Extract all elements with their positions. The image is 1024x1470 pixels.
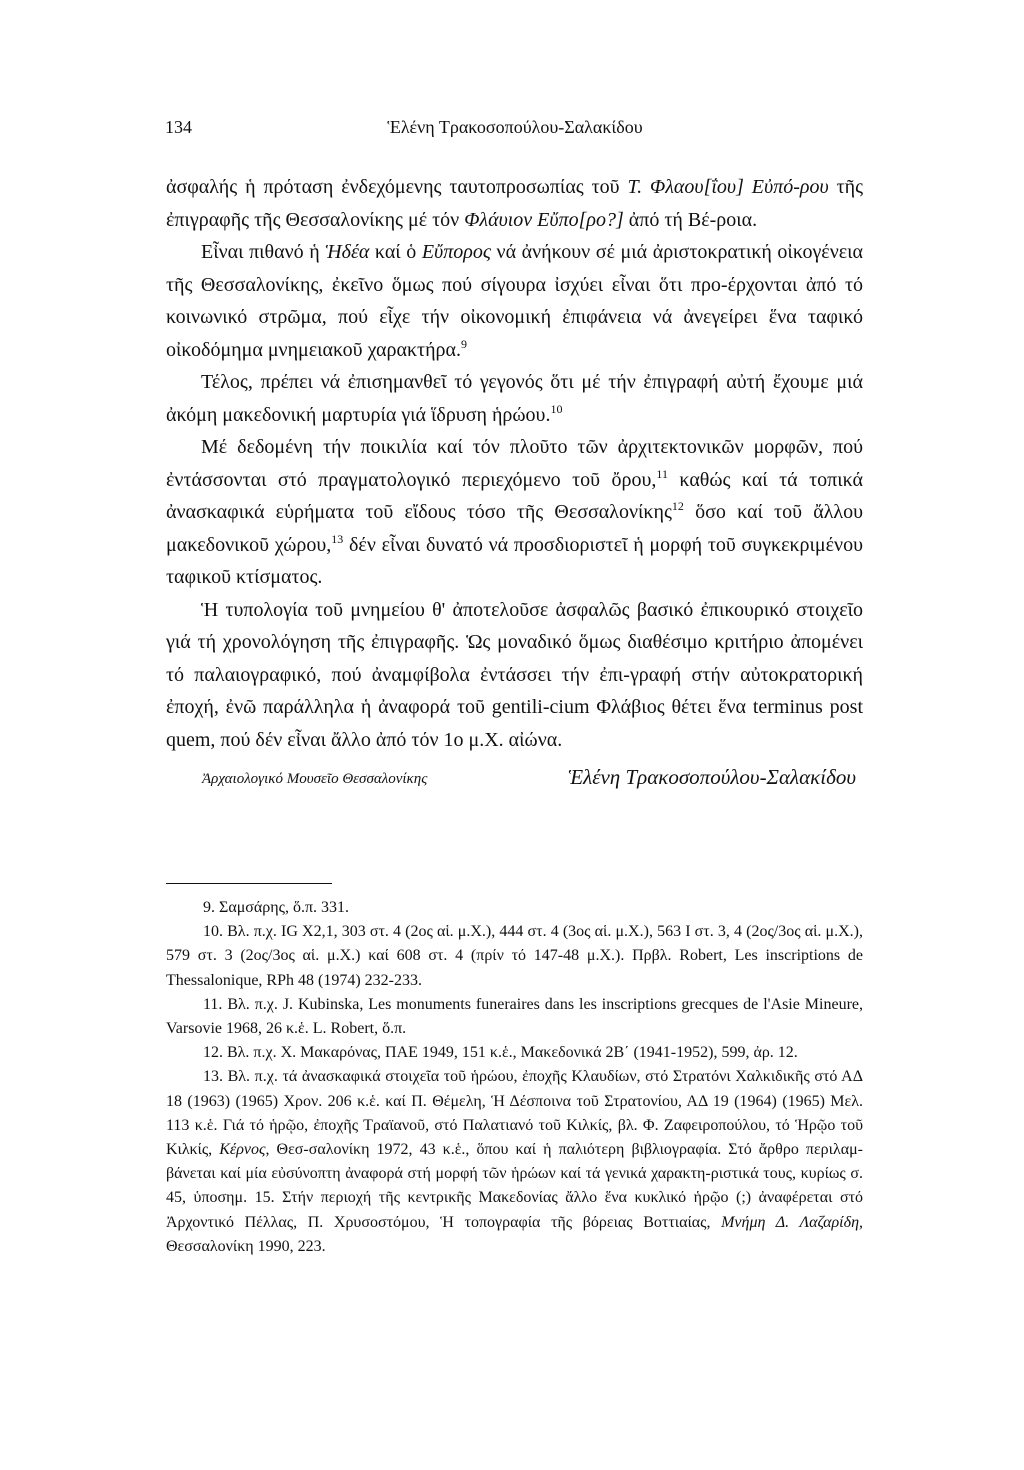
text-run: ὅσο καί τοῦ ἄλλου μακεδονικοῦ χώρου,	[166, 501, 863, 556]
italic-name: Φλάυιον Εὔπο[ρο?]	[464, 208, 624, 231]
footnote: 12. Βλ. π.χ. Χ. Μακαρόνας, ΠΑΕ 1949, 151 κ.ἑ., Μακεδονικά 2Β΄ (1941-1952), 599, ἀρ. 12.	[203, 1044, 798, 1062]
text-run: δέν εἶναι δυνατό νά προσδιοριστεῖ ἡ μορφή τοῦ συγκεκριμένου ταφικοῦ κτίσματος.	[166, 533, 863, 588]
paragraph	[166, 594, 863, 757]
text-run: 13. Βλ. π.χ. τά ἀνασκαφικά στοιχεῖα τοῦ ἡρώου, ἐποχῆς Κλαυδίων, στό Στρατόνι Χαλκιδικῆς στό ΑΔ 18 (1963) (1965) Χρον. 206 κ.ἑ. καί Π. Θέμελη, Ἡ Δέσποινα τοῦ Στρατονίου, ΑΔ 19 (1964) (1965) Μελ. 113 κ.ἑ. Γιά τό ἡρῷο, ἐποχῆς Τραϊανοῦ, στό Παλατιανό τοῦ Κιλκίς, βλ. Φ. Ζαφειροπούλου, τό Ἡρῷο τοῦ Κιλκίς,	[166, 1068, 863, 1159]
text-run: Τέλος, πρέπει νά ἐπισημανθεῖ τό γεγονός ὅτι μέ τήν ἐπιγραφή αὐτή ἔχουμε μιά ἀκόμη μακεδονική μαρτυρία γιά ἵδρυση ἡρώου.	[166, 371, 863, 426]
paragraph	[166, 431, 863, 594]
text-run: Ἡ τυπολογία τοῦ μνημείου θ' ἀποτελοῦσε ἀσφαλῶς βασικό ἐπικουρικό στοιχεῖο γιά τή χρονολόγηση τῆς ἐπιγραφῆς. Ὡς μοναδικό ὅμως διαθέσιμο κριτήριο ἀπομένει τό παλαιογραφικό, πού ἀναμφίβολα ἐντάσσει τήν ἐπι-γραφή στήν αὐτοκρατορική ἐποχή, ἐνῶ παράλληλα ἡ ἀναφορά τοῦ gentili-cium Φλάβιος θέτει ἕνα terminus post quem, πού δέν εἶναι ἄλλο ἀπό τόν 1ο μ.Χ. αἰώνα.	[166, 598, 863, 751]
footnote-ref[interactable]: 12	[671, 499, 684, 513]
text-run: Μέ δεδομένη τήν ποικιλία καί τόν πλοῦτο τῶν ἀρχιτεκτονικῶν μορφῶν, πού ἐντάσσονται στό πραγματολογικό περιεχόμενο τοῦ ὄρου,	[166, 436, 863, 491]
page-header	[165, 117, 865, 147]
paragraph	[166, 236, 863, 366]
italic-title: Μνήμη Δ. Λαζαρίδη	[721, 1213, 860, 1231]
text-run: νά ἀνήκουν σέ μιά ἀριστοκρατική οἰκογένεια τῆς Θεσσαλονίκης, ἐκεῖνο ὅμως πού σίγουρα ἰσχύει εἶναι ὅτι προ-έρχονται ἀπό τό κοινωνικό στρῶμα, πού εἶχε τήν οἰκονομική ἐπιφάνεια νά ἀνεγείρει ἕνα ταφικό οἰκοδόμημα μνημειακοῦ χαρακτήρα.	[166, 241, 863, 361]
text-run: ἀπό τή Βέ-ροια.	[623, 208, 758, 231]
text-run: τῆς ἐπιγραφῆς τῆς Θεσσαλονίκης μέ τόν	[166, 176, 863, 231]
footnote-ref[interactable]: 10	[550, 401, 563, 416]
running-head: Ἑλένη Τρακοσοπούλου-Σαλακίδου	[387, 117, 643, 137]
text-run: καί ὁ	[369, 241, 422, 263]
text-run: , Θεσ-σαλονίκη 1972, 43 κ.ἑ., ὅπου καί ἡ παλιότερη βιβλιογραφία. Στό ἄρθρο περιλαμ-βάνεται καί μία εὐσύνοπτη ἀναφορά στή μορφή τῶν ἡρώων καί τά γενικά χαρακτη-ριστικά τους, κυρίως σ. 45, ὑποσημ. 15. Στήν περιοχή τῆς κεντρικῆς Μακεδονίας ἄλλο ἕνα κυκλικό ἡρῷο (;) ἀναφέρεται στό Ἀρχοντικό Πέλλας, Π. Χρυσοστόμου, Ἡ τοπογραφία τῆς βόρειας Βοττιαίας,	[166, 1141, 863, 1231]
paragraph	[166, 366, 863, 431]
italic-name: Τ. Φλαου[ΐου] Εὐπό-ρου	[627, 176, 829, 198]
footnote: 9. Σαμσάρης, ὅ.π. 331.	[203, 899, 350, 916]
main-text	[166, 171, 863, 756]
page-number: 134	[165, 117, 192, 137]
italic-name: Ἡδέα	[325, 241, 370, 263]
text-run: , Θεσσαλονίκη 1990, 223.	[166, 1213, 864, 1255]
footnote-ref[interactable]: 9	[460, 336, 467, 351]
signature-block	[202, 765, 862, 799]
author-signature: Ἑλένη Τρακοσοπούλου-Σαλακίδου	[568, 765, 856, 789]
paragraph	[166, 171, 863, 236]
footnote: 10. Βλ. π.χ. IG X2,1, 303 στ. 4 (2ος αἱ. μ.Χ.), 444 στ. 4 (3ος αἱ. μ.Χ.), 563 Ι στ. 3, 4 (2ος/3ος αἱ. μ.Χ.), 579 στ. 3 (2ος/3ος αἱ. μ.Χ.) καί 608 στ. 4 (πρίν τό 147-48 μ.Χ.). Πρβλ. Robert, Les inscriptions de Thessalonique, RPh 48 (1974) 232-233.	[166, 923, 863, 989]
footnote: 11. Βλ. π.χ. J. Kubinska, Les monuments funeraires dans les inscriptions grecques de l'Asie Mineure, Varsovie 1968, 26 κ.ἑ. L. Robert, ὅ.π.	[166, 995, 863, 1038]
footnote-divider	[166, 883, 332, 884]
footnote	[166, 1065, 863, 1259]
footnotes	[166, 896, 863, 1259]
italic-title: Κέρνος	[219, 1141, 266, 1159]
institution: Ἀρχαιολογικό Μουσεῖο Θεσσαλονίκης	[202, 771, 428, 787]
footnote-ref[interactable]: 11	[656, 466, 668, 481]
text-run: ἀσφαλής ἡ πρόταση ἐνδεχόμενης ταυτοπροσωπίας τοῦ	[166, 176, 628, 198]
text-run: καθώς καί τά τοπικά ἀνασκαφικά εὑρήματα τοῦ εἴδους τόσο τῆς Θεσσαλονίκης	[166, 468, 863, 523]
italic-name: Εὔπορος	[421, 241, 491, 263]
text-run: Εἶναι πιθανό ἡ	[201, 241, 326, 263]
footnote-ref[interactable]: 13	[331, 531, 344, 546]
